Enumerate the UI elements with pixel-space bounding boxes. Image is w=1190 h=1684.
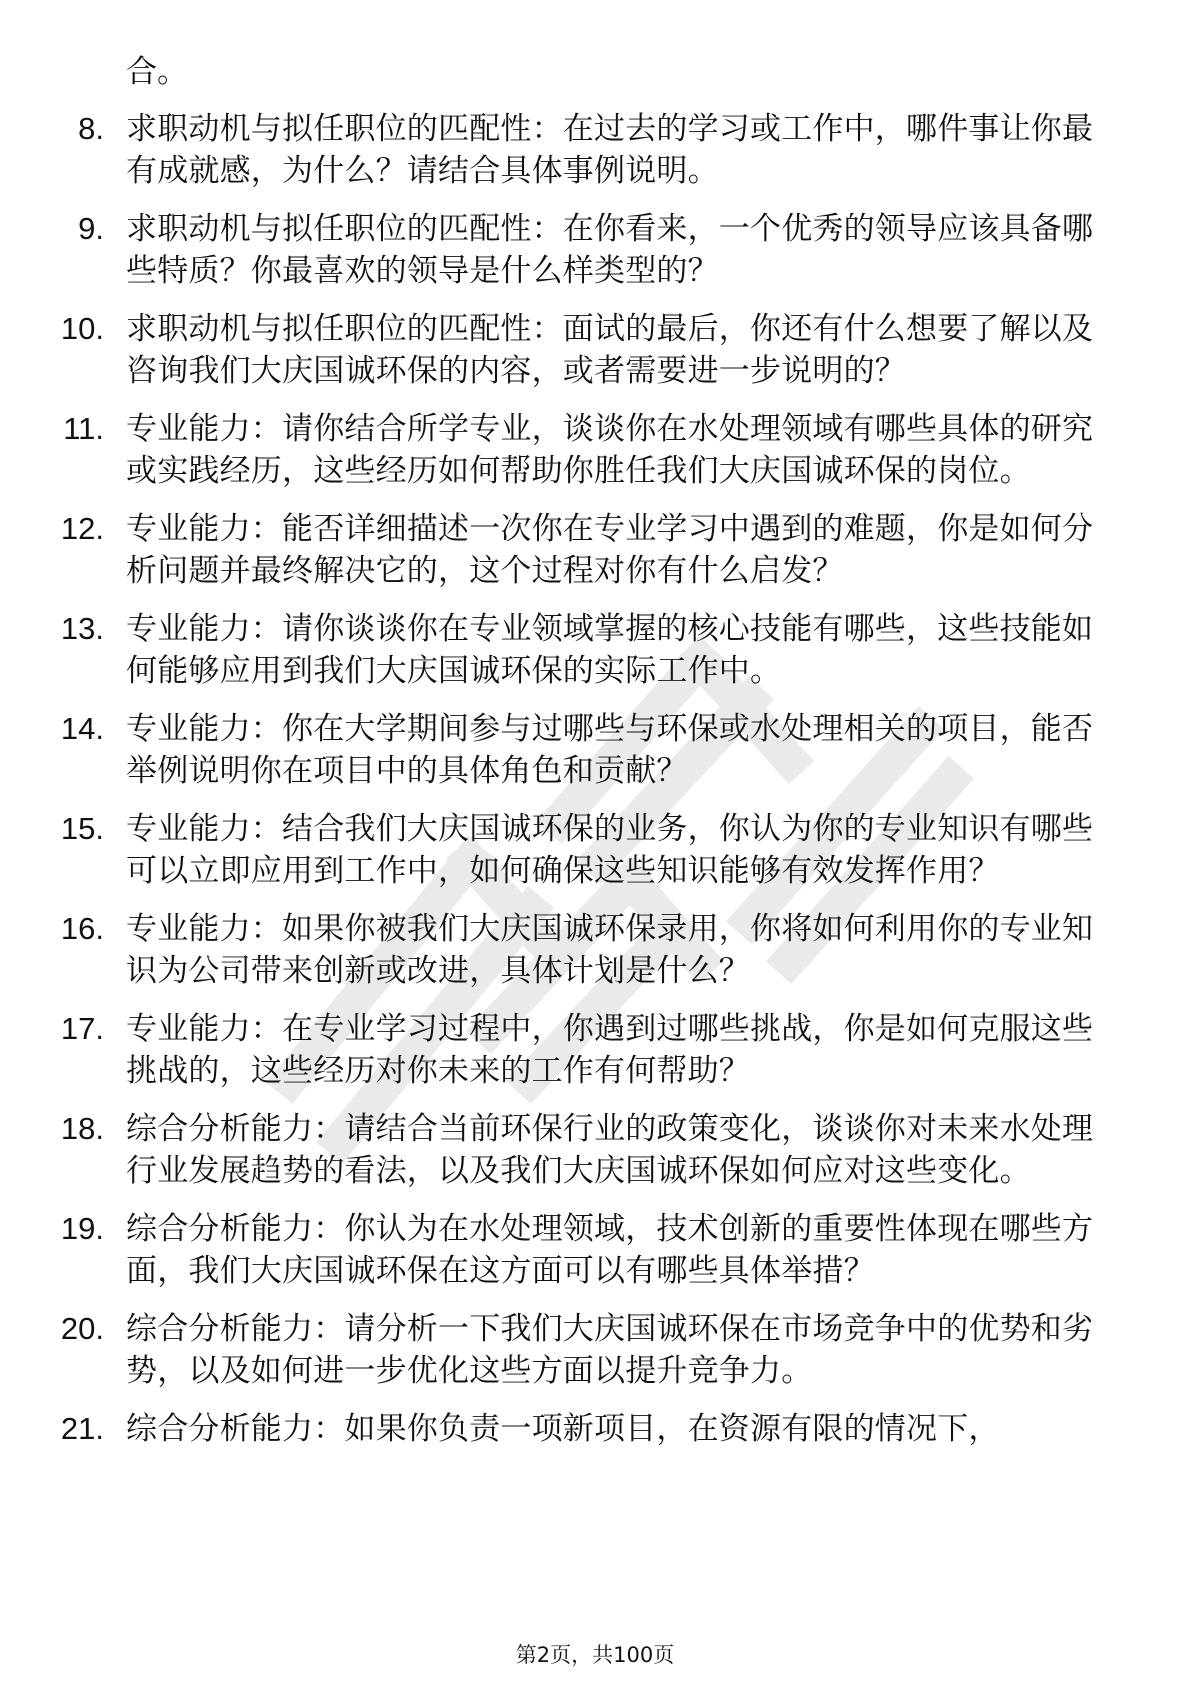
question-number: 13.: [60, 611, 104, 646]
question-number: 20.: [60, 1311, 104, 1346]
question-number: 19.: [60, 1211, 104, 1246]
question-item-9: [0, 208, 1190, 292]
question-number: 12.: [60, 511, 104, 546]
question-number: 10.: [60, 311, 104, 346]
question-item-14: [0, 708, 1190, 792]
page-footer: 第2页，共100页: [515, 1643, 675, 1667]
question-text: 求职动机与拟任职位的匹配性：在过去的学习或工作中，哪件事让你最有成就感，为什么？请结合具体事例说明。: [126, 111, 1094, 189]
question-item-18: [0, 1108, 1190, 1192]
question-text: 专业能力：在专业学习过程中，你遇到过哪些挑战，你是如何克服这些挑战的，这些经历对你未来的工作有何帮助？: [126, 1011, 1094, 1089]
question-item-8: [0, 108, 1190, 192]
question-item-15: [0, 808, 1190, 892]
question-item-17: [0, 1008, 1190, 1092]
question-text: 专业能力：请你谈谈你在专业领域掌握的核心技能有哪些，这些技能如何能够应用到我们大庆国诚环保的实际工作中。: [126, 611, 1094, 689]
continuation-text: 合。: [126, 54, 188, 90]
question-text: 综合分析能力：如果你负责一项新项目，在资源有限的情况下，: [126, 1411, 1000, 1447]
question-text: 综合分析能力：请结合当前环保行业的政策变化，谈谈你对未来水处理行业发展趋势的看法，以及我们大庆国诚环保如何应对这些变化。: [126, 1111, 1094, 1189]
question-number: 9.: [78, 211, 104, 246]
question-text: 专业能力：结合我们大庆国诚环保的业务，你认为你的专业知识有哪些可以立即应用到工作中，如何确保这些知识能够有效发挥作用？: [126, 811, 1094, 889]
question-number: 21.: [60, 1411, 104, 1446]
question-number: 17.: [60, 1011, 104, 1046]
question-item-19: [0, 1208, 1190, 1292]
question-text: 求职动机与拟任职位的匹配性：在你看来，一个优秀的领导应该具备哪些特质？你最喜欢的领导是什么样类型的？: [126, 211, 1094, 289]
question-text: 综合分析能力：你认为在水处理领域，技术创新的重要性体现在哪些方面，我们大庆国诚环保在这方面可以有哪些具体举措？: [126, 1211, 1094, 1289]
question-item-11: [0, 408, 1190, 492]
question-number: 11.: [63, 411, 104, 446]
question-number: 8.: [78, 111, 104, 146]
question-item-13: [0, 608, 1190, 692]
question-number: 15.: [60, 811, 104, 846]
question-number: 14.: [60, 711, 104, 746]
question-text: 专业能力：你在大学期间参与过哪些与环保或水处理相关的项目，能否举例说明你在项目中的具体角色和贡献？: [126, 711, 1094, 789]
question-item-10: [0, 308, 1190, 392]
question-item-21: [0, 1408, 1190, 1450]
question-number: 18.: [60, 1111, 104, 1146]
question-text: 专业能力：如果你被我们大庆国诚环保录用，你将如何利用你的专业知识为公司带来创新或改进，具体计划是什么？: [126, 911, 1094, 989]
question-number: 16.: [60, 911, 104, 946]
question-text: 专业能力：能否详细描述一次你在专业学习中遇到的难题，你是如何分析问题并最终解决它的，这个过程对你有什么启发？: [126, 511, 1094, 589]
question-text: 求职动机与拟任职位的匹配性：面试的最后，你还有什么想要了解以及咨询我们大庆国诚环保的内容，或者需要进一步说明的？: [126, 311, 1094, 389]
question-item-16: [0, 908, 1190, 992]
question-item-20: [0, 1308, 1190, 1392]
question-text: 综合分析能力：请分析一下我们大庆国诚环保在市场竞争中的优势和劣势，以及如何进一步优化这些方面以提升竞争力。: [126, 1311, 1094, 1389]
question-text: 专业能力：请你结合所学专业，谈谈你在水处理领域有哪些具体的研究或实践经历，这些经历如何帮助你胜任我们大庆国诚环保的岗位。: [126, 411, 1094, 489]
question-list: [0, 108, 1190, 1466]
question-item-12: [0, 508, 1190, 592]
